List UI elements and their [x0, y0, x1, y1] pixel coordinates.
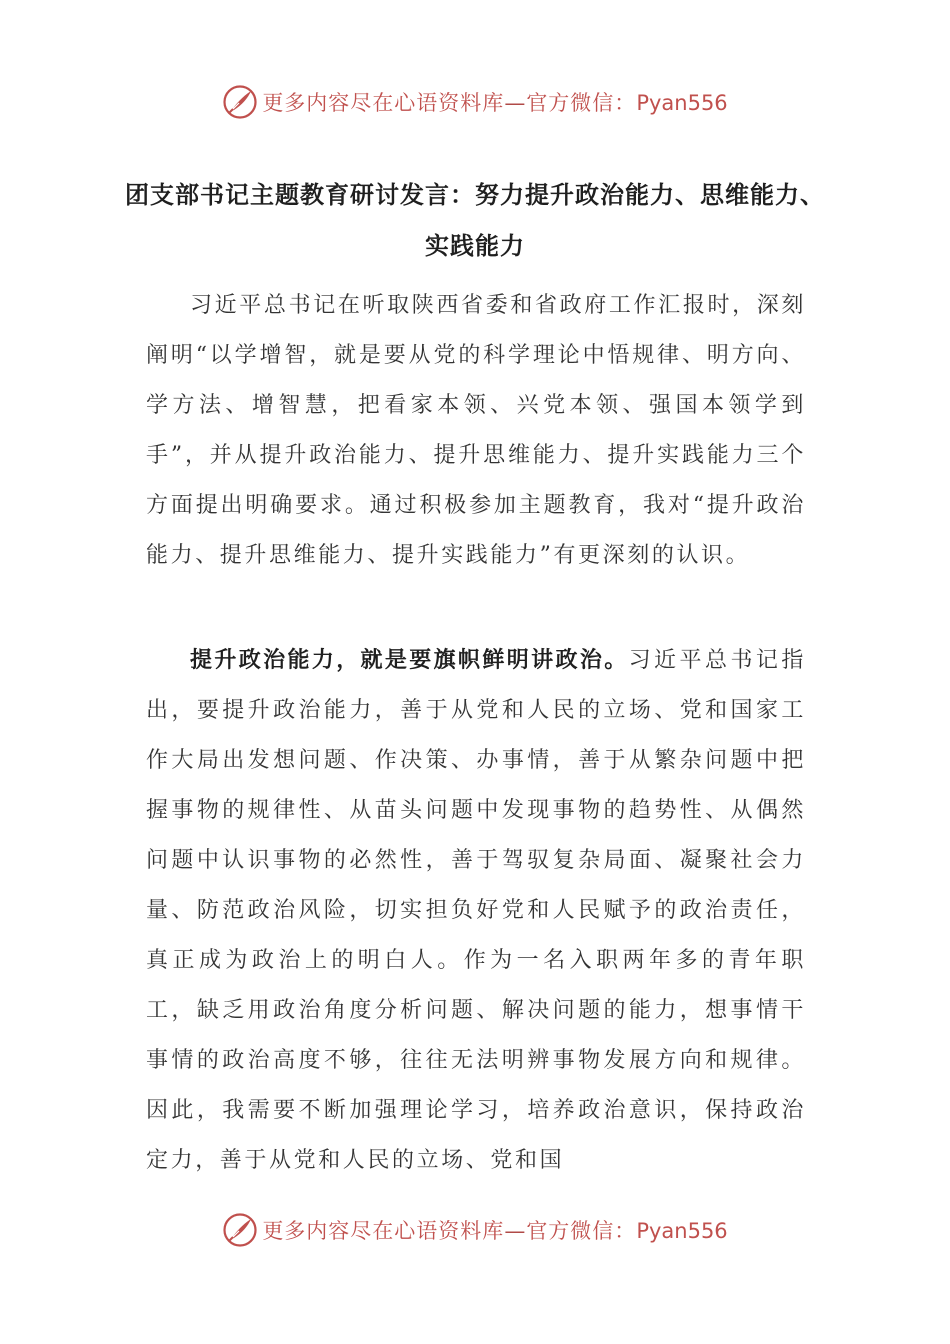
paragraph-lead: 提升政治能力，就是要旗帜鲜明讲政治。 — [190, 648, 629, 673]
footer-watermark — [0, 1212, 950, 1248]
paragraph-text: 习近平总书记在听取陕西省委和省政府工作汇报时，深刻阐明“以学增智，就是要从党的科学理论中悟规律、明方向、学方法、增智慧，把看家本领、兴党本领、强国本领学到手”，并从提升政治能力、提升思维能力、提升实践能力三个方面提出明确要求。通过积极参加主题教育，我对“提升政治能力、提升思维能力、提升实践能力”有更深刻的认识。 — [146, 293, 806, 568]
watermark-text: 更多内容尽在心语资料库—官方微信：Pyan556 — [262, 1219, 728, 1243]
document-title: 团支部书记主题教育研讨发言：努力提升政治能力、思维能力、实践能力 — [125, 181, 825, 260]
watermark-text: 更多内容尽在心语资料库—官方微信：Pyan556 — [262, 91, 728, 115]
paragraph-text: 习近平总书记指出，要提升政治能力，善于从党和人民的立场、党和国家工作大局出发想问题、作决策、办事情，善于从繁杂问题中把握事物的规律性、从苗头问题中发现事物的趋势性、从偶然问题中认识事物的必然性，善于驾驭复杂局面、凝聚社会力量、防范政治风险，切实担负好党和人民赋予的政治责任，真正成为政治上的明白人。作为一名入职两年多的青年职工，缺乏用政治角度分析问题、解决问题的能力，想事情干事情的政治高度不够，往往无法明辨事物发展方向和规律。因此，我需要不断加强理论学习，培养政治意识，保持政治定力，善于从党和人民的立场、党和国 — [146, 648, 806, 1173]
body-paragraph — [146, 636, 806, 1186]
quill-logo-icon — [222, 84, 258, 120]
body-paragraph — [146, 281, 806, 581]
header-watermark — [0, 84, 950, 120]
quill-logo-icon — [222, 1212, 258, 1248]
